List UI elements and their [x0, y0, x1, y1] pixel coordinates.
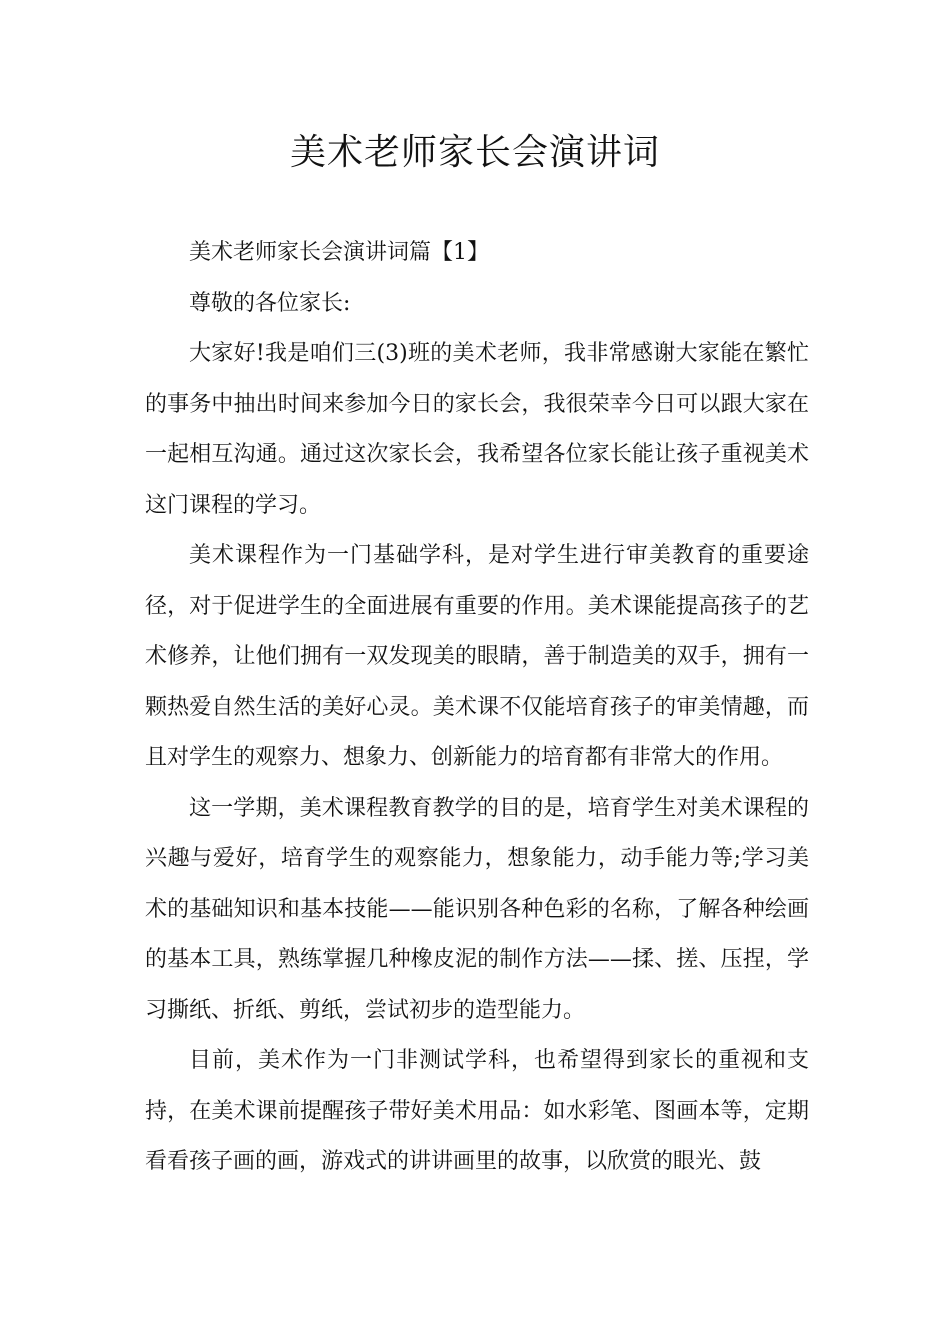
paragraph-support: 目前，美术作为一门非测试学科，也希望得到家长的重视和支持，在美术课前提醒孩子带好美术用品：如水彩笔、图画本等，定期看看孩子画的画，游戏式的讲讲画里的故事，以欣赏的眼光、鼓	[145, 1048, 809, 1174]
section-heading: 美术老师家长会演讲词篇【1】	[189, 240, 489, 265]
document-title: 美术老师家长会演讲词	[289, 132, 660, 173]
paragraph-greeting: 大家好!我是咱们三(3)班的美术老师，我非常感谢大家能在繁忙的事务中抽出时间来参加今日的家长会，我很荣幸今日可以跟大家在一起相互沟通。通过这次家长会，我希望各位家长能让孩子重视美术这门课程的学习。	[145, 341, 809, 518]
salutation: 尊敬的各位家长:	[189, 290, 351, 316]
paragraph-importance: 美术课程作为一门基础学科，是对学生进行审美教育的重要途径，对于促进学生的全面进展有重要的作用。美术课能提高孩子的艺术修养，让他们拥有一双发现美的眼睛，善于制造美的双手，拥有一颗热爱自然生活的美好心灵。美术课不仅能培育孩子的审美情趣，而且对学生的观察力、想象力、创新能力的培育都有非常大的作用。	[145, 543, 809, 770]
paragraph-goals: 这一学期，美术课程教育教学的目的是，培育学生对美术课程的兴趣与爱好，培育学生的观察能力，想象能力，动手能力等;学习美术的基础知识和基本技能——能识别各种色彩的名称，了解各种绘画的基本工具，熟练掌握几种橡皮泥的制作方法——揉、搓、压捏，学习撕纸、折纸、剪纸，尝试初步的造型能力。	[145, 795, 809, 1023]
document-body	[145, 228, 809, 1188]
